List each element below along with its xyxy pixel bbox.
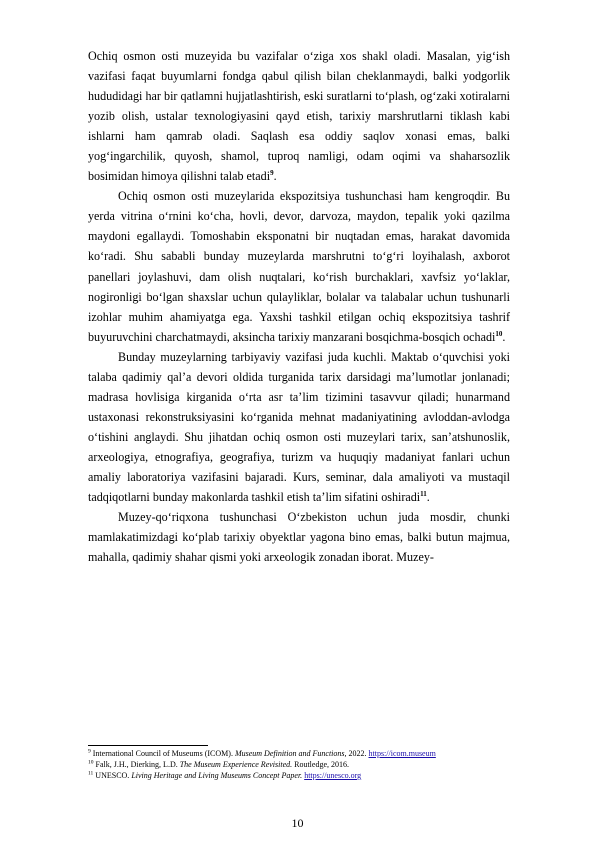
page-number: 10 (291, 816, 304, 830)
footnote-separator (88, 745, 208, 746)
footnotes (88, 748, 518, 781)
footnote-ref-9[interactable]: 9 (270, 169, 274, 178)
footnote-9: $^9$ International Council of Museums (ICOM). Museum Definition and Functions, 2022. https://icom.museum (88, 748, 436, 758)
footnote-ref-11[interactable]: 11 (420, 490, 427, 498)
footnote-11: $^{11}$ UNESCO. Living Heritage and Living Museums Concept Paper. https://unesco.org (88, 770, 362, 780)
paragraph-2: Ochiq osmon osti muzeylarida ekspozitsiya tushunchasi ham kengroqdir. Bu yerda vitrina o‘rnini ko‘cha, hovli, devor, darvoza, maydon, tepalik yoki qazilma maydoni egallaydi. Tomoshabin eksponatni bir nuqtadan emas, harakat davomida ko‘radi. Shu sababli bunday muzeylarda marshrutni to‘g‘ri loyihalash, axborot panellari joylashuvi, dam olish nuqtalari, ko‘rish burchaklari, xavfsiz yo‘laklar, nogironligi bo‘lgan shaxslar uchun qulayliklar, bolalar va talabalar uchun tushunarli izohlar muhim ahamiyatga ega. Yaxshi tashkil etilgan ochiq ekspozitsiya tashrif buyuruvchini charchatmaydi, aksincha tarixiy manzarani bosqichma-bosqich ochadi$^{10}$. (88, 189, 510, 344)
body-text (88, 46, 510, 567)
footnote-9-link[interactable]: https://icom.museum (368, 749, 436, 758)
paragraph-4: Muzey-qo‘riqxona tushunchasi O‘zbekiston uchun juda mosdir, chunki mamlakatimizdagi ko‘plab tarixiy obyektlar yagona bino emas, balki butun majmua, mahalla, qadimiy shahar qismi yoki arxeologik zonadan iborat. Muzey- (88, 510, 510, 565)
paragraph-3: Bunday muzeylarning tarbiyaviy vazifasi juda kuchli. Maktab o‘quvchisi yoki talaba qadimiy qal’a devori oldida turganida tarix darsidagi ma’lumotlar jonlanadi; madrasa hovlisiga kirganida o‘rta asr ta’lim tizimini tasavvur qiladi; hunarmand ustaxonasi rekonstruksiyasini ko‘rganida mehnat madaniyatining avloddan-avlodga o‘tishini anglaydi. Shu jihatdan ochiq osmon osti muzeylari tarix, san’atshunoslik, arxeologiya, etnografiya, geografiya, turizm va huquqiy madaniyat fanlari uchun amaliy laboratoriya vazifasini bajaradi. Kurs, seminar, dala amaliyoti va mustaqil tadqiqotlarni bunday makonlarda tashkil etish ta’lim sifatini oshiradi$^{11}$. (88, 349, 510, 505)
paragraph-1: Ochiq osmon osti muzeyida bu vazifalar o‘ziga xos shakl oladi. Masalan, yig‘ish vazifasi faqat buyumlarni fondga qabul qilish bilan cheklanmaydi, balki yodgorlik hududidagi har bir qatlamni hujjatlashtirish, eski suratlarni to‘plash, og‘zaki xotiralarni yozib olish, ustalar texnologiyasini qayd etish, tarixiy marshrutlarni tiklash kabi ishlarni ham qamrab oladi. Saqlash esa oddiy saqlov xonasi emas, balki yog‘ingarchilik, quyosh, shamol, tuproq namligi, odam oqimi va shaharsozlik bosimidan himoya qilishni talab etadi$^9$. (88, 49, 510, 184)
footnote-ref-10[interactable]: 10 (495, 329, 503, 338)
footnote-11-link[interactable]: https://unesco.org (304, 771, 362, 780)
footnote-10: $^{10}$ Falk, J.H., Dierking, L.D. The Museum Experience Revisited. Routledge, 2016. (88, 759, 350, 769)
